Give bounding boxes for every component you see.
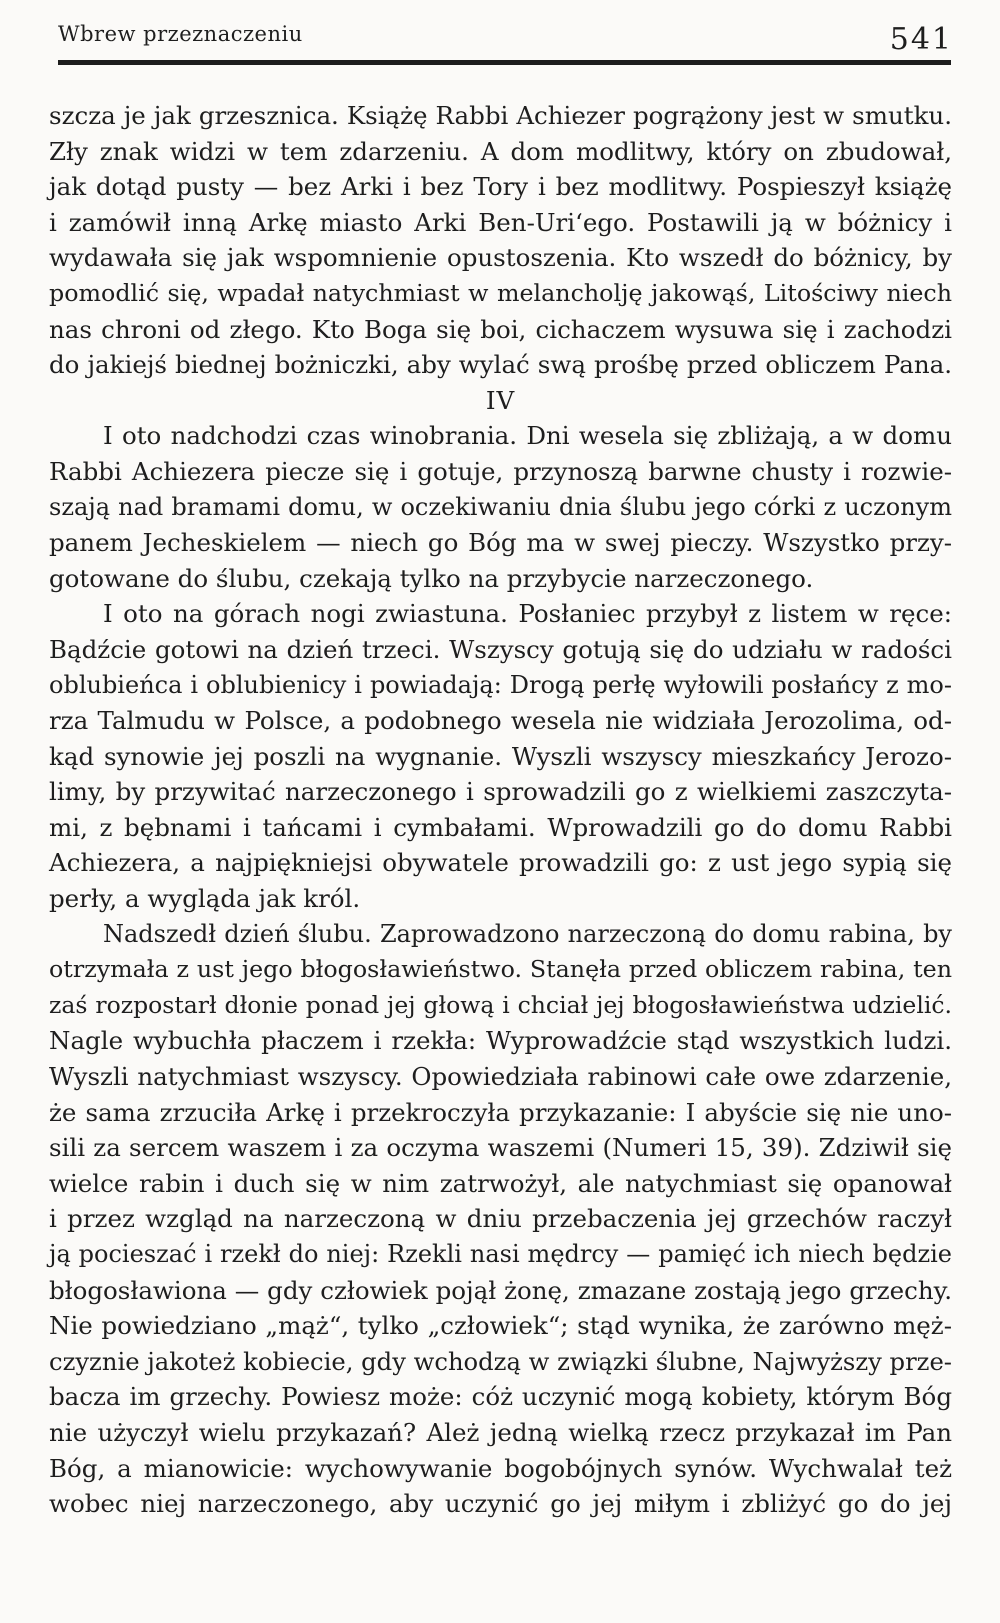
text-line: kąd synowie jej poszli na wygnanie. Wyszli wszyscy mieszkańcy Jerozo- — [49, 741, 952, 771]
header-rule — [58, 60, 951, 65]
text-line: szają nad bramami domu, w oczekiwaniu dnia ślubu jego córki z uczonym — [49, 492, 952, 521]
text-line: perły, a wygląda jak król. — [49, 884, 361, 914]
text-line: oblubieńca i oblubienicy i powiadają: Drogą perłę wyłowili posłańcy z mo- — [49, 670, 952, 699]
running-head — [50, 16, 953, 60]
text-line: sili za sercem waszem i za oczyma waszemi (Numeri 15, 39). Zdziwił się — [49, 1133, 952, 1163]
text-line: ją pocieszać i rzekł do niej: Rzekli nasi mędrcy — pamięć ich niech będzie — [49, 1240, 952, 1268]
text-line: Rabbi Achiezera piecze się i gotuje, przynoszą barwne chusty i rozwie- — [49, 456, 952, 486]
text-line: Bóg, a mianowicie: wychowywanie bogobójnych synów. Wychwalał też — [49, 1453, 952, 1483]
section-heading: IV — [485, 385, 516, 415]
page-number: 541 — [889, 22, 953, 57]
text-line: że sama zrzuciła Arkę i przekroczyła przykazanie: I abyście się nie uno- — [49, 1097, 952, 1127]
text-line: I oto na górach nogi zwiastuna. Posłaniec przybył z listem w ręce: — [103, 599, 952, 629]
text-line: czyznie jakoteż kobiecie, gdy wchodzą w związki ślubne, Najwyższy prze- — [49, 1346, 952, 1376]
text-line: pomodlić się, wpadał natychmiast w melancholję jakowąś, Litościwy niech — [49, 278, 952, 307]
text-line: gotowane do ślubu, czekają tylko na przybycie narzeczonego. — [49, 563, 814, 593]
text-line: do jakiejś biednej bożniczki, aby wylać swą prośbę przed obliczem Pana. — [49, 350, 952, 380]
text-line: Achiezera, a najpiękniejsi obywatele prowadzili go: z ust jego sypią się — [49, 848, 952, 878]
text-line: I oto nadchodzi czas winobrania. Dni wesela się zbliżają, a w domu — [103, 421, 952, 451]
text-line: i przez wzgląd na narzeczoną w dniu przebaczenia jej grzechów raczył — [49, 1204, 952, 1234]
text-line: Nagle wybuchła płaczem i rzekła: Wyprowadźcie stąd wszystkich ludzi. — [49, 1026, 952, 1056]
body-text — [49, 98, 952, 1522]
text-line: Zły znak widzi w tem zdarzeniu. A dom modlitwy, który on zbudował, — [49, 136, 952, 166]
text-line: wydawała się jak wspomnienie opustoszenia. Kto wszedł do bóżnicy, by — [49, 243, 952, 273]
text-line: wielce rabin i duch się w nim zatrwożył, ale natychmiast się opanował — [49, 1168, 952, 1198]
running-head-title: Wbrew przeznaczeniu — [58, 22, 303, 46]
text-line: jak dotąd pusty — bez Arki i bez Tory i bez modlitwy. Pospieszył książę — [49, 172, 952, 202]
text-line: mi, z bębnami i tańcami i cymbałami. Wprowadzili go do domu Rabbi — [49, 812, 952, 842]
text-line: i zamówił inną Arkę miasto Arki Ben-Uri‘ego. Postawili ją w bóżnicy i — [49, 207, 952, 237]
text-line: bacza im grzechy. Powiesz może: cóż uczynić mogą kobiety, którym Bóg — [49, 1382, 952, 1412]
text-line: Nie powiedziano „mąż“, tylko „człowiek“; stąd wynika, że zarówno męż- — [49, 1311, 952, 1341]
text-line: błogosławiona — gdy człowiek pojął żonę, zmazane zostają jego grzechy. — [49, 1275, 952, 1305]
text-line: Bądźcie gotowi na dzień trzeci. Wszyscy gotują się do udziału w radości — [49, 634, 952, 664]
text-line: wobec niej narzeczonego, aby uczynić go jej miłym i zbliżyć go do jej — [49, 1489, 952, 1519]
text-line: zaś rozpostarł dłonie ponad jej głową i chciał jej błogosławieństwa udzielić. — [49, 990, 952, 1019]
text-line: nie użyczył wielu przykazań? Ależ jedną wielką rzecz przykazał im Pan — [49, 1417, 952, 1447]
text-line: otrzymała z ust jego błogosławieństwo. Stanęła przed obliczem rabina, ten — [49, 955, 952, 984]
text-line: rza Talmudu w Polsce, a podobnego wesela nie widziała Jerozolima, od- — [49, 706, 952, 736]
text-line: szcza je jak grzesznica. Książę Rabbi Achiezer pogrążony jest w smutku. — [49, 101, 952, 130]
text-line: limy, by przywitać narzeczonego i sprowadzili go z wielkiemi zaszczyta- — [49, 777, 952, 807]
text-line: Nadszedł dzień ślubu. Zaprowadzono narzeczoną do domu rabina, by — [103, 919, 952, 948]
text-line: Wyszli natychmiast wszyscy. Opowiedziała rabinowi całe owe zdarzenie, — [49, 1062, 952, 1092]
text-line: nas chroni od złego. Kto Boga się boi, cichaczem wysuwa się i zachodzi — [49, 314, 952, 344]
text-line: panem Jecheskielem — niech go Bóg ma w swej pieczy. Wszystko przy- — [49, 528, 952, 558]
